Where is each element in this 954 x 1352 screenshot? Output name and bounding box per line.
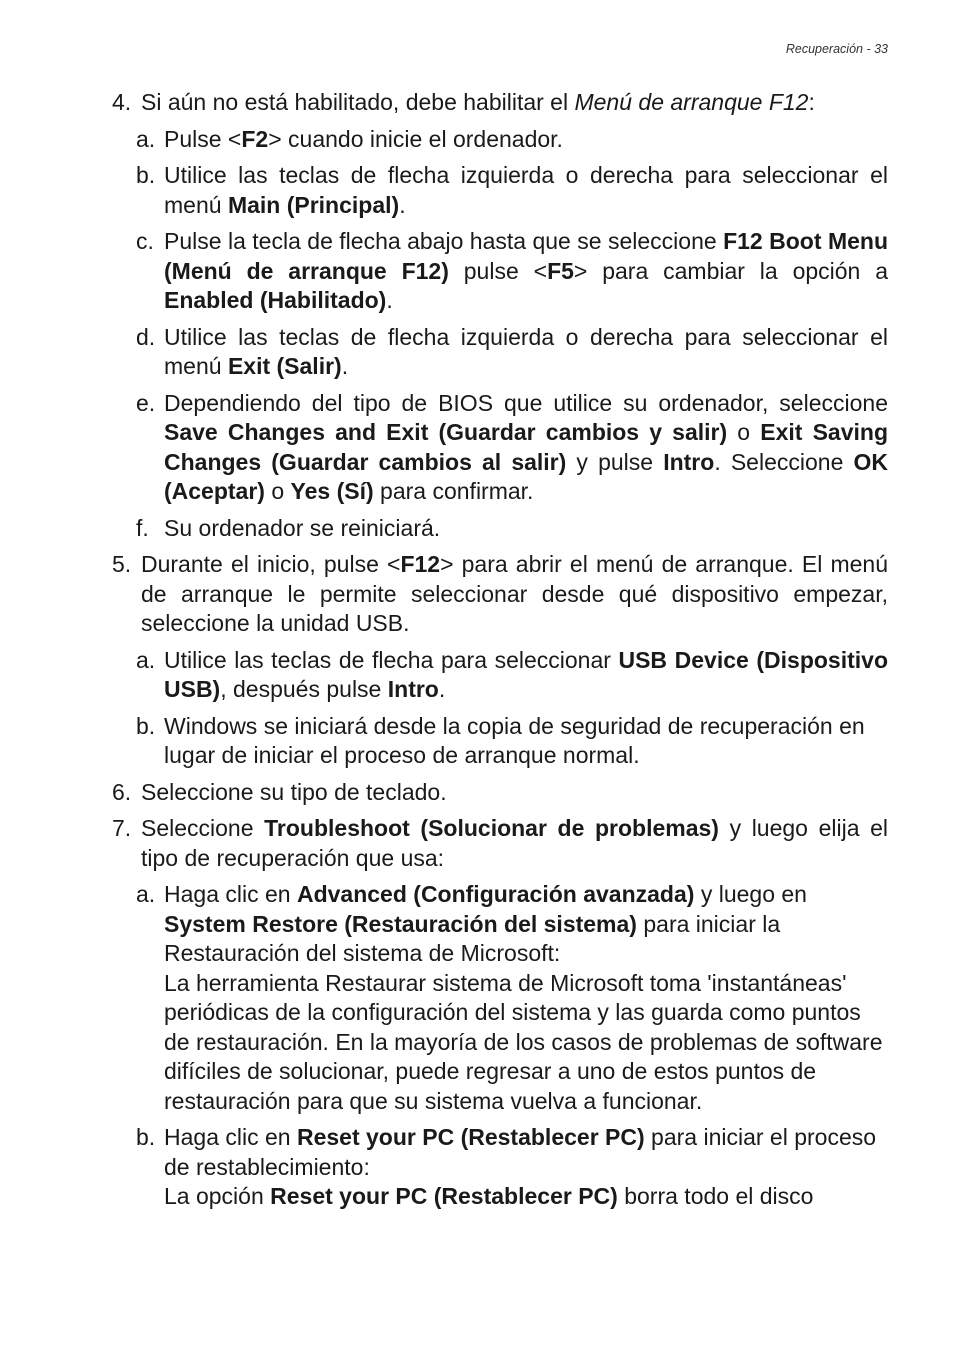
list-item-5: 5. Durante el inicio, pulse <F12> para abrir el menú de arranque. El menú de arranque le permite seleccionar desde qué dispositivo empezar, seleccione la unidad USB. [112,551,888,636]
sub-item-7b: b. Haga clic en Reset your PC (Restablecer PC) para iniciar el proceso de restablecimiento: La opción Reset your PC (Restablecer PC) borra todo el disco [136,1124,877,1209]
list-item-4 [112,88,888,118]
document-body [112,88,888,1219]
list-item-7: 7. Seleccione Troubleshoot (Solucionar de problemas) y luego elija el tipo de recuperación que usa: [112,815,889,871]
list-number: 4. [112,89,132,115]
sub-item-4d: d. Utilice las teclas de flecha izquierda o derecha para seleccionar el menú Exit (Salir). [136,323,888,379]
sub-item-4b: b. Utilice las teclas de flecha izquierda o derecha para seleccionar el menú Main (Principal). [136,162,888,218]
sub-item-5b: b. Windows se iniciará desde la copia de seguridad de recuperación en lugar de iniciar el proceso de arranque normal. [136,712,865,768]
sub-item-5a: a. Utilice las teclas de flecha para seleccionar USB Device (Dispositivo USB), después pulse Intro. [136,646,888,702]
sub-item-4f: f. Su ordenador se reiniciará. [136,514,441,541]
page-header: Recuperación - 33 [785,42,888,56]
sub-item-4e: e. Dependiendo del tipo de BIOS que utilice su ordenador, seleccione Save Changes and Exit (Guardar cambios y salir) o Exit Saving Changes (Guardar cambios al salir) y pulse Intro. Seleccione OK (Aceptar) o Yes (Sí) para confirmar. [136,389,888,504]
list-text: Si aún no está habilitado, debe habilitar el Menú de arranque F12: [141,89,815,115]
sub-item-7a: a. Haga clic en Advanced (Configuración avanzada) y luego en System Restore (Restauración del sistema) para iniciar la Restauración del sistema de Microsoft: La herramienta Restaurar sistema de Microsoft toma 'instantáneas' periódicas de la configuración del sistema y las guarda como puntos de restauración. En la mayoría de los casos de problemas de software difíciles de solucionar, puede regresar a uno de estos puntos de restauración para que su sistema vuelva a funcionar. [136,881,883,1114]
list-item-6: 6. Seleccione su tipo de teclado. [112,778,447,805]
sub-item-4c: c. Pulse la tecla de flecha abajo hasta que se seleccione F12 Boot Menu (Menú de arranque F12) pulse <F5> para cambiar la opción a Enabled (Habilitado). [136,228,889,313]
sub-item-4a: a. Pulse <F2> cuando inicie el ordenador. [136,125,563,152]
